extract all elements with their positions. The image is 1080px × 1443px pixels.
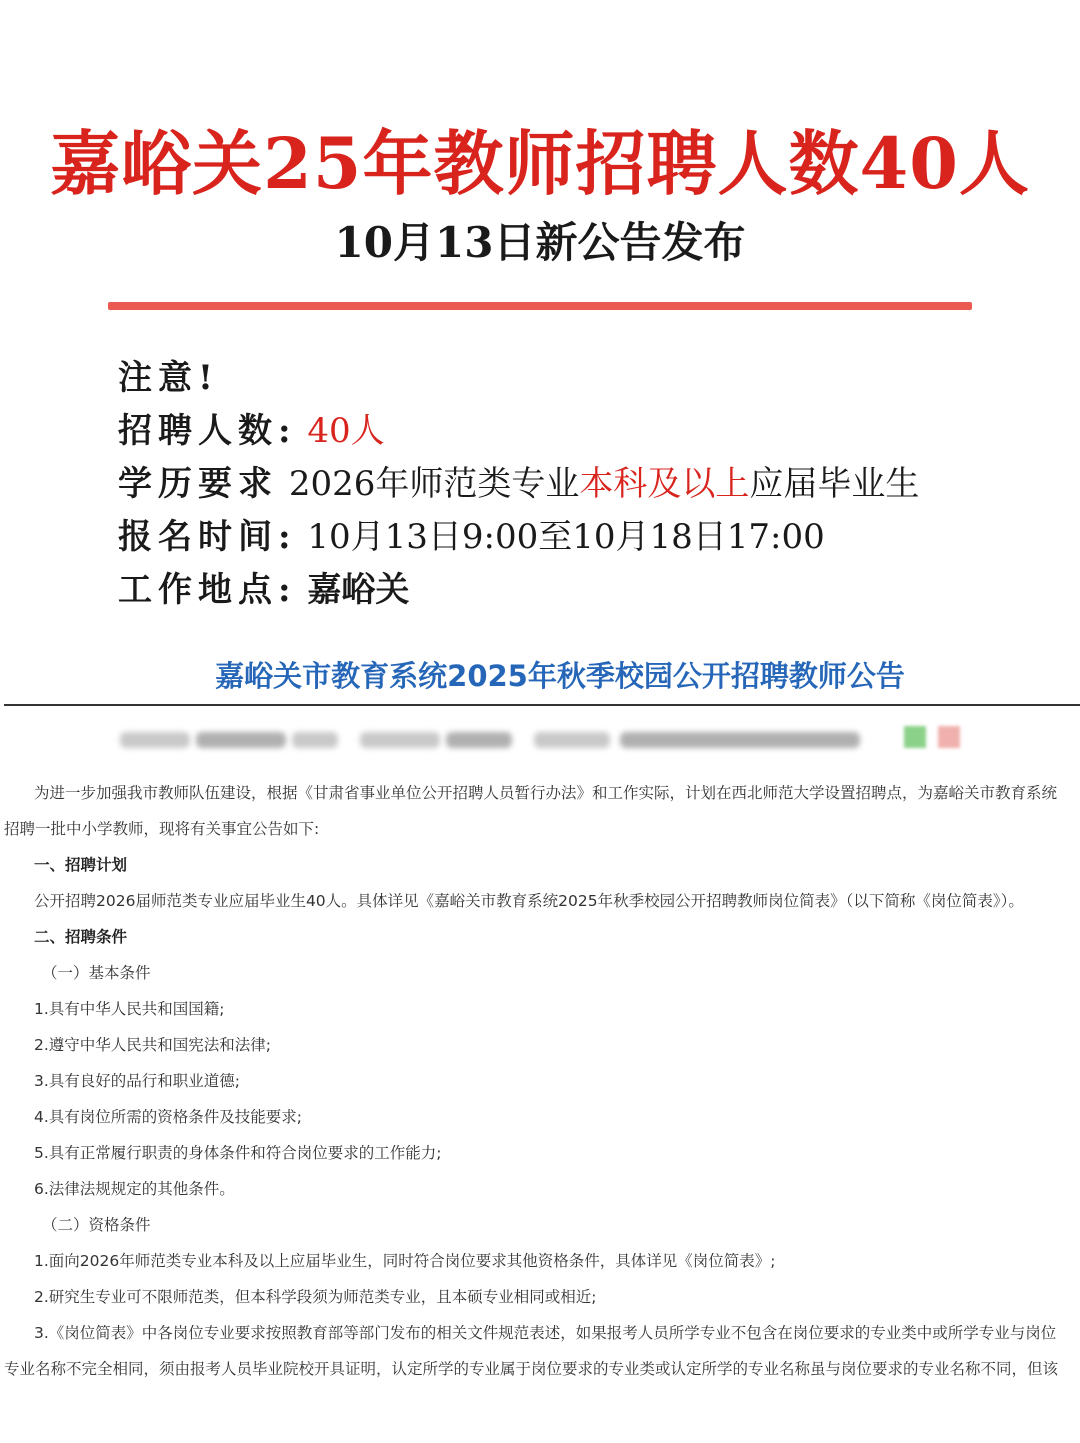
article-body	[0, 775, 1080, 1387]
share-weibo-icon[interactable]	[938, 726, 960, 748]
meta-blur-3	[292, 732, 338, 748]
paragraph: 公开招聘2026届师范类专业应届毕业生40人。具体详见《嘉峪关市教育系统2025年秋季校园公开招聘教师岗位简表》（以下简称《岗位简表》）。	[34, 892, 1024, 910]
sub-title: 10月13日新公告发布	[334, 218, 746, 267]
paragraph: 招聘一批中小学教师，现将有关事宜公告如下:	[4, 820, 320, 838]
list-item: 3.《岗位简表》中各岗位专业要求按照教育部等部门发布的相关文件规范表述，如果报考人员所学专业不包含在岗位要求的专业类中或所学专业与岗位	[34, 1324, 1057, 1342]
paragraph: 为进一步加强我市教师队伍建设，根据《甘肃省事业单位公开招聘人员暂行办法》和工作实际，计划在西北师范大学设置招聘点，为嘉峪关市教育系统	[34, 784, 1058, 802]
meta-blur-6	[534, 732, 610, 748]
subsection-heading: （一）基本条件	[42, 964, 151, 982]
edu-pre: 2026年师范类专业	[288, 464, 580, 504]
list-item: 2.研究生专业可不限师范类，但本科学段须为师范类专业，且本硕专业相同或相近;	[34, 1288, 597, 1306]
paragraph: 专业名称不完全相同，须由报考人员毕业院校开具证明，认定所学的专业属于岗位要求的专业类或认定所学的专业名称虽与岗位要求的专业名称不同，但该	[4, 1360, 1059, 1378]
list-item: 3.具有良好的品行和职业道德;	[34, 1072, 241, 1090]
section-heading: 一、招聘计划	[34, 856, 128, 874]
count-value: 40人	[307, 411, 385, 451]
notice-count	[118, 405, 1068, 458]
meta-blur-2	[196, 732, 286, 748]
article-title: 嘉峪关市教育系统2025年秋季校园公开招聘教师公告	[215, 659, 905, 693]
list-item: 6.法律法规规定的其他条件。	[34, 1180, 235, 1198]
count-label: 招聘人数:	[118, 411, 297, 451]
edu-label: 学历要求	[118, 464, 278, 504]
notice-box	[118, 352, 1068, 617]
share-wechat-icon[interactable]	[904, 726, 926, 748]
list-item: 4.具有岗位所需的资格条件及技能要求;	[34, 1108, 303, 1126]
meta-blur-5	[446, 732, 512, 748]
section-heading: 二、招聘条件	[34, 928, 128, 946]
subsection-heading: （二）资格条件	[42, 1216, 151, 1234]
meta-blur-1	[120, 732, 190, 748]
list-item: 2.遵守中华人民共和国宪法和法律;	[34, 1036, 272, 1054]
notice-education	[118, 458, 1068, 511]
meta-blur-7	[620, 732, 860, 748]
main-title: 嘉峪关25年教师招聘人数40人	[50, 122, 1030, 205]
notice-place	[118, 564, 1068, 617]
notice-time	[118, 511, 1068, 564]
edu-highlight: 本科及以上	[579, 464, 750, 504]
list-item: 5.具有正常履行职责的身体条件和符合岗位要求的工作能力;	[34, 1144, 442, 1162]
edu-post: 应届毕业生	[749, 464, 920, 504]
notice-heading-text: 注意!	[118, 358, 219, 398]
place-label: 工作地点:	[118, 570, 297, 610]
time-value: 10月13日9:00至10月18日17:00	[307, 517, 825, 557]
list-item: 1.面向2026年师范类专业本科及以上应届毕业生，同时符合岗位要求其他资格条件，具体详见《岗位简表》;	[34, 1252, 776, 1270]
time-label: 报名时间:	[118, 517, 297, 557]
place-value: 嘉峪关	[307, 570, 410, 610]
list-item: 1.具有中华人民共和国国籍;	[34, 1000, 225, 1018]
notice-heading	[118, 352, 1068, 405]
meta-blur-4	[360, 732, 440, 748]
article-rule	[4, 704, 1080, 706]
red-divider	[108, 302, 972, 310]
